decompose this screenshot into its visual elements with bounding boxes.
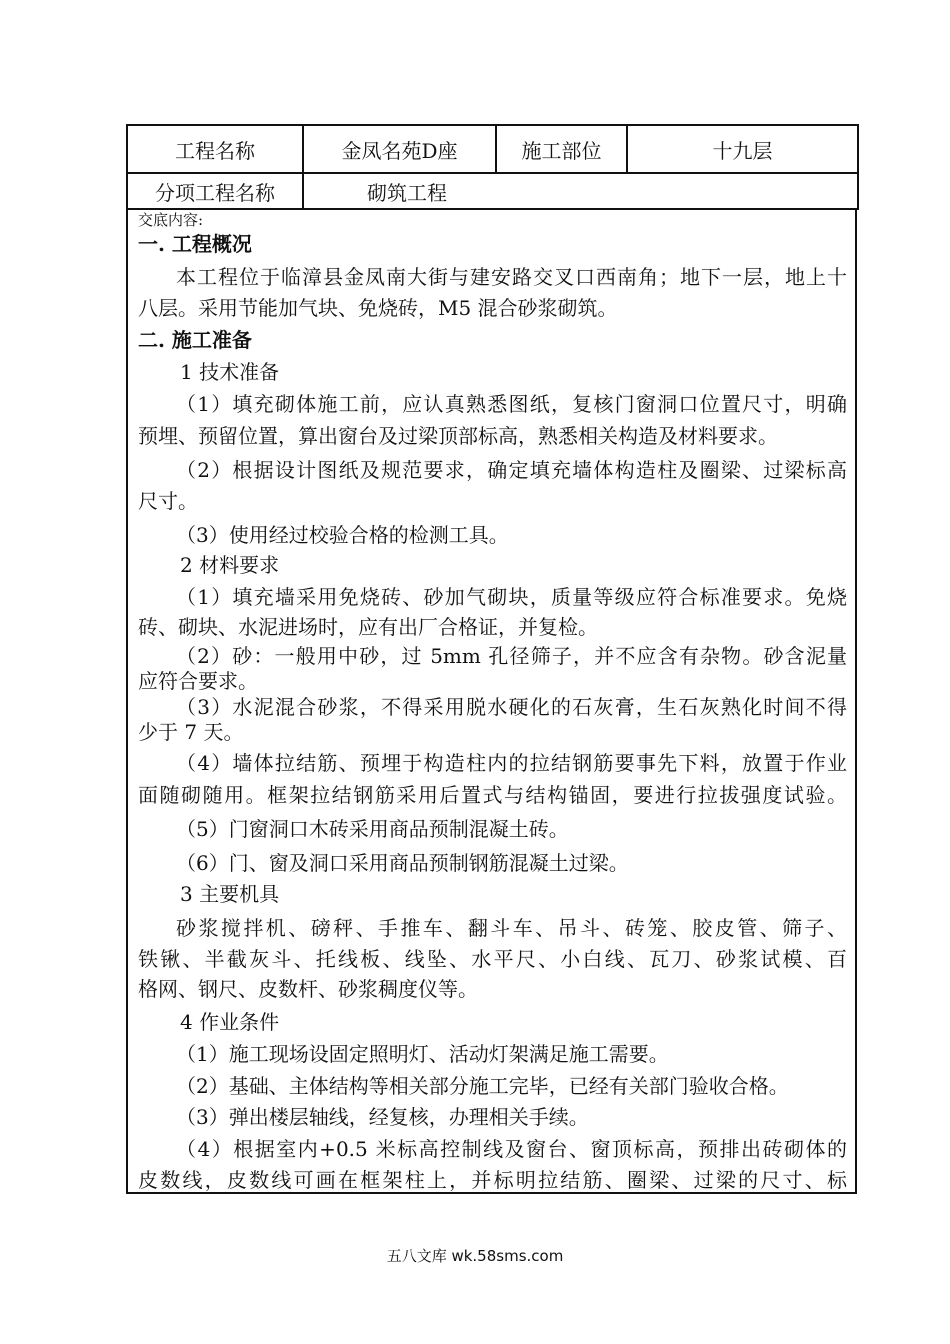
subsection-title: 2 材料要求 — [180, 553, 280, 577]
paragraph-line: （4）根据室内+0.5 米标高控制线及窗台、窗顶标高，预排出砖砌体的 — [176, 1137, 847, 1161]
paragraph-line: （1）施工现场设固定照明灯、活动灯架满足施工需要。 — [176, 1042, 669, 1066]
label-project-name: 工程名称 — [127, 125, 303, 173]
label-sub-project: 分项工程名称 — [127, 173, 303, 209]
project-name: 金凤名苑D座 — [303, 125, 496, 173]
paragraph-line: （1）填充砌体施工前，应认真熟悉图纸，复核门窗洞口位置尺寸，明确 — [176, 392, 847, 416]
subsection-title: 1 技术准备 — [180, 360, 280, 384]
paragraph-line: （2）基础、主体结构等相关部分施工完毕，已经有关部门验收合格。 — [176, 1074, 789, 1098]
footer-watermark: 五八文库 wk.58sms.com — [386, 1247, 564, 1265]
paragraph-line: 砂浆搅拌机、磅秤、手推车、翻斗车、吊斗、砖笼、胶皮管、筛子、 — [176, 916, 847, 940]
paragraph-line: （4）墙体拉结筋、预埋于构造柱内的拉结钢筋要事先下料，放置于作业 — [176, 751, 847, 775]
paragraph-line: 格网、钢尺、皮数杆、砂浆稠度仪等。 — [138, 977, 478, 1001]
paragraph-line: 本工程位于临漳县金凤南大街与建安路交叉口西南角；地下一层，地上十 — [176, 265, 847, 289]
paragraph-line: （2）根据设计图纸及规范要求，确定填充墙体构造柱及圈梁、过梁标高 — [176, 458, 847, 482]
header-row-2 — [127, 173, 858, 209]
paragraph-line: 预埋、预留位置，算出窗台及过梁顶部标高，熟悉相关构造及材料要求。 — [138, 424, 778, 448]
paragraph-line: （1）填充墙采用免烧砖、砂加气砌块，质量等级应符合标准要求。免烧 — [176, 585, 847, 609]
paragraph-line: 皮数线，皮数线可画在框架柱上，并标明拉结筋、圈梁、过梁的尺寸、标 — [138, 1168, 847, 1192]
section-1-title: 一. 工程概况 — [138, 232, 252, 256]
paragraph-line: （3）使用经过校验合格的检测工具。 — [176, 523, 509, 547]
paragraph-line: （3）弹出楼层轴线，经复核，办理相关手续。 — [176, 1105, 589, 1129]
label-construction-part: 施工部位 — [496, 125, 627, 173]
paragraph-line: 八层。采用节能加气块、免烧砖，M5 混合砂浆砌筑。 — [138, 296, 618, 320]
paragraph-line: （6）门、窗及洞口采用商品预制钢筋混凝土过梁。 — [176, 851, 629, 875]
section-2-title: 二. 施工准备 — [138, 328, 252, 352]
paragraph-line: 铁锹、半截灰斗、托线板、线坠、水平尺、小白线、瓦刀、砂浆试模、百 — [138, 947, 847, 971]
construction-part: 十九层 — [627, 125, 858, 173]
sub-project: 砌筑工程 — [303, 173, 858, 209]
header-table — [126, 124, 859, 210]
header-row-1 — [127, 125, 858, 173]
paragraph-line: 应符合要求。 — [138, 669, 258, 693]
paragraph-line: 砖、砌块、水泥进场时，应有出厂合格证，并复检。 — [138, 615, 598, 639]
subsection-title: 4 作业条件 — [180, 1010, 280, 1034]
paragraph-line: 尺寸。 — [138, 489, 198, 513]
intro-label: 交底内容: — [138, 211, 204, 229]
disclosure-content — [126, 208, 857, 1194]
subsection-title: 3 主要机具 — [180, 882, 280, 906]
paragraph-line: 面随砌随用。框架拉结钢筋采用后置式与结构锚固，要进行拉拔强度试验。 — [138, 783, 847, 807]
paragraph-line: （2）砂：一般用中砂，过 5mm 孔径筛子，并不应含有杂物。砂含泥量 — [176, 644, 847, 668]
paragraph-line: （3）水泥混合砂浆，不得采用脱水硬化的石灰膏，生石灰熟化时间不得 — [176, 695, 847, 719]
paragraph-line: 少于 7 天。 — [138, 720, 244, 744]
paragraph-line: （5）门窗洞口木砖采用商品预制混凝土砖。 — [176, 817, 569, 841]
